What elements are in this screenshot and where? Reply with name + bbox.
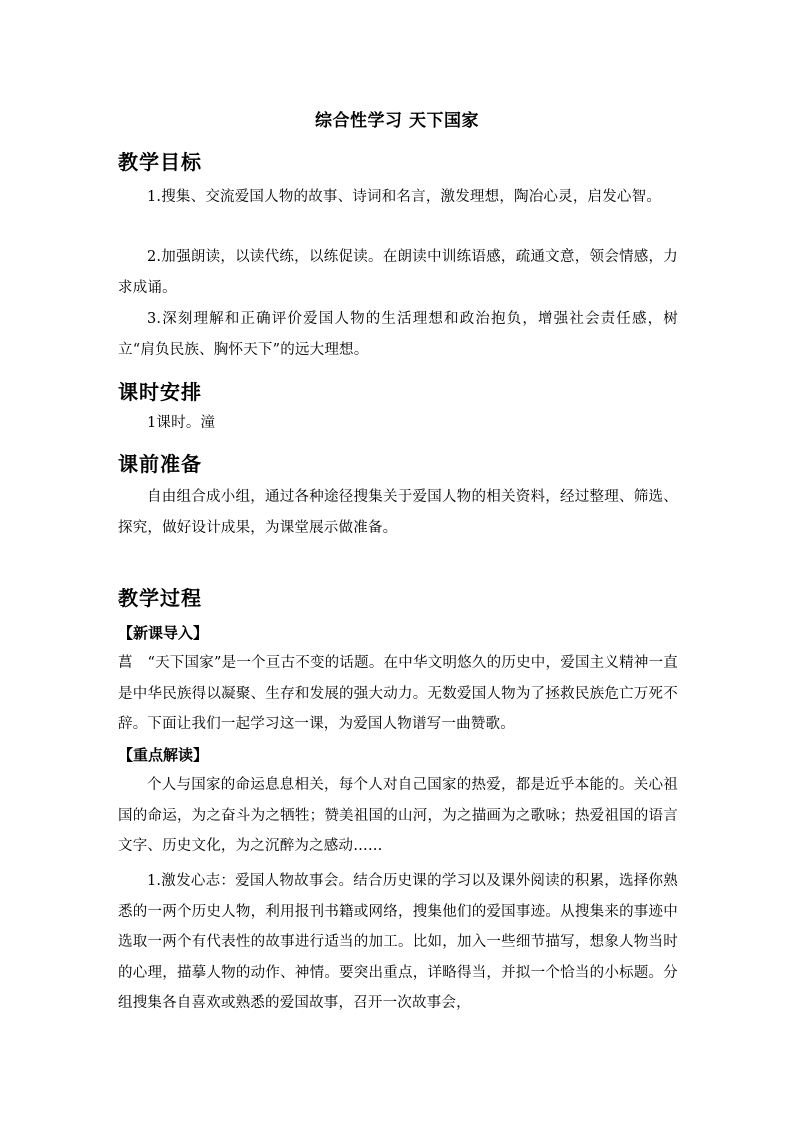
page-title: 综合性学习 天下国家 — [315, 111, 479, 131]
heading-teaching-process: 教学过程 — [118, 586, 202, 610]
heading-schedule: 课时安排 — [118, 380, 202, 404]
intro-text: 菖 “天下国家”是一个亘古不变的话题。在中华文明悠久的历史中，爱国主义精神一直是中华民族得以凝聚、生存和发展的强大动力。无数爱国人物为了拯救民族危亡万死不辞。下面让我们一起学习这一课，为爱国人物谱写一曲赞歌。 — [118, 655, 678, 732]
heading-preparation: 课前准备 — [118, 452, 202, 476]
preparation-text: 自由组合成小组，通过各种途径搜集关于爱国人物的相关资料，经过整理、筛选、探究，做好设计成果，为课堂展示做准备。 — [118, 489, 678, 536]
label-key-interpretation: 【重点解读】 — [118, 746, 209, 764]
focus-text: 个人与国家的命运息息相关，每个人对自己国家的热爱，都是近乎本能的。关心祖国的命运，为之奋斗为之牺牲；赞美祖国的山河，为之描画为之歌咏；热爱祖国的语言文字、历史文化，为之沉醉为之感动…… — [118, 777, 678, 854]
goal-item-2: 2.加强朗读，以读代练，以练促读。在朗读中训练语感，疏通文意，领会情感，力求成诵。 — [118, 249, 678, 296]
goal-item-1: 1.搜集、交流爱国人物的故事、诗词和名言，激发理想，陶冶心灵，启发心智。 — [147, 189, 662, 205]
activity-text: 1.激发心志：爱国人物故事会。结合历史课的学习以及课外阅读的积累，选择你熟悉的一两个历史人物，利用报刊书籍或网络，搜集他们的爱国事迹。从搜集来的事迹中选取一两个有代表性的故事进行适当的加工。比如，加入一些细节描写，想象人物当时的心理，描摹人物的动作、神情。要突出重点，详略得当，并拟一个恰当的小标题。分组搜集各自喜欢或熟悉的爱国故事，召开一次故事会， — [118, 873, 678, 1011]
heading-teaching-goals: 教学目标 — [118, 150, 202, 174]
label-new-lesson-intro: 【新课导入】 — [118, 624, 209, 642]
schedule-text: 1课时。潼 — [147, 415, 216, 431]
goal-item-3: 3.深刻理解和正确评价爱国人物的生活理想和政治抱负，增强社会责任感，树立“肩负民族、胸怀天下”的远大理想。 — [118, 311, 678, 358]
